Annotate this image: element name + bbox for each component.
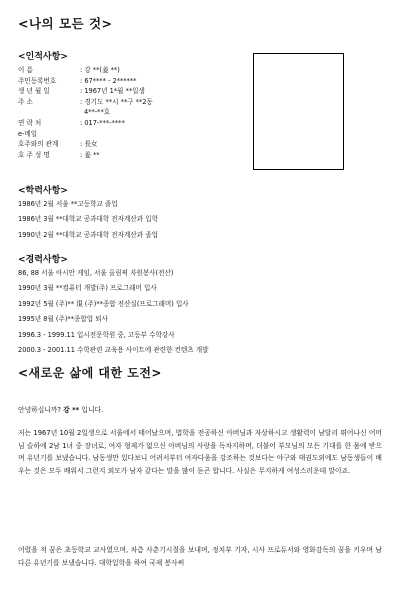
personal-row xyxy=(18,76,153,87)
personal-row xyxy=(18,65,153,76)
education-list xyxy=(18,197,158,243)
list-item: 1996.3 - 1999.11 입시전문학원 중, 고등부 수학강사 xyxy=(18,330,175,339)
personal-row xyxy=(18,86,153,97)
list-item: 86, 88 서울 아시안 게임, 서울 올림픽 자원봉사(전산) xyxy=(18,269,174,277)
list-item: 1990년 3월 **컴퓨터 개발(주) 프로그래머 입사 xyxy=(18,284,157,293)
personal-row xyxy=(18,107,153,118)
career-heading: <경력사항> xyxy=(18,255,68,265)
greeting-text: 안녕하십니까? xyxy=(18,406,64,414)
field-value: : 017-***-**** xyxy=(80,118,125,127)
field-label: 주 소 xyxy=(18,97,33,106)
list-item: 2000.3 - 2001.11 수학관련 교육용 사이트에 관련한 컨텐츠 개발 xyxy=(18,346,209,355)
field-value: 4**-**호 xyxy=(84,108,111,117)
field-label: 주민등록번호 xyxy=(18,76,57,85)
list-item: 1990년 2월 **대학교 공과대학 전자계산과 졸업 xyxy=(18,230,158,239)
essay-paragraph: 저는 1967년 10월 2일생으로 서울에서 태어났으며, 법학을 전공하신 아버님과 자상하시고 생활력이 남달리 뛰어나신 어머님 슬하에 2남 1녀 중 장녀로, 여자 형제가 없으신 아버님의 사랑을 독차지하며, 더불어 부모님의 모든 기대를 한 몸에 받으며 유년기를 보냈습니다. 남동생만 있다보니 어려서부터 여자다움을 강조하는 것보다는 야구와 태권도외에도 남동생들이 배우는 것은 모두 배워서 그런지 외모가 남자 같다는 말을 많이 듣곤 합니다. 사실은 무지하게 여성스러운데 말이죠. xyxy=(18,429,382,475)
personal-row xyxy=(18,139,153,150)
essay-paragraph: 어렸을 적 꿈은 초등학교 교사였으며, 차츰 사춘기시절을 보내며, 정치부 기자, 시사 프로듀서와 영화감독의 꿈을 키우며 남다른 유년기를 보냈습니다. 대학입학을 하여 국제 봉사써 xyxy=(18,546,382,567)
list-item: 1986년 2월 서울 **고등학교 졸업 xyxy=(18,200,118,208)
photo-placeholder xyxy=(253,53,344,170)
personal-row xyxy=(18,97,153,108)
field-label: 호 주 성 명 xyxy=(18,150,50,159)
personal-row xyxy=(18,118,153,129)
essay-greeting xyxy=(18,404,103,414)
field-value: : 67**** - 2****** xyxy=(80,76,137,85)
field-value: : 姜 ** xyxy=(80,150,100,159)
author-name: 강 ** xyxy=(63,406,80,414)
document-title: <나의 모든 것> xyxy=(18,16,113,31)
list-item: 1986년 3월 **대학교 공과대학 전자계산과 입학 xyxy=(18,215,158,224)
field-label: 생 년 월 일 xyxy=(18,87,50,96)
field-label: e-메일 xyxy=(18,129,38,138)
education-heading: <학력사항> xyxy=(18,186,68,196)
field-label: 호주와의 관계 xyxy=(18,140,59,149)
personal-row xyxy=(18,150,153,161)
field-label: 이 름 xyxy=(18,66,33,74)
personal-info-heading: <인적사항> xyxy=(18,52,68,62)
essay-title: <새로운 삶에 대한 도전> xyxy=(18,366,162,380)
field-label: 연 락 처 xyxy=(18,118,42,127)
career-list xyxy=(18,266,209,358)
field-value: : 長女 xyxy=(80,140,98,149)
greeting-text: 입니다. xyxy=(79,406,104,414)
list-item: 1995년 8월 (주)**종합업 퇴사 xyxy=(18,315,108,324)
field-value: : 1967년 1*월 **일생 xyxy=(80,87,145,96)
field-value: : 경기도 **시 **구 **2동 xyxy=(80,97,153,106)
personal-info-list xyxy=(18,65,153,160)
field-value: : 강 **(姜 **) xyxy=(80,66,120,74)
personal-row xyxy=(18,129,153,140)
list-item: 1992년 5월 (주)** 現 (주)**종합 전산실(프로그래머) 입사 xyxy=(18,299,189,308)
